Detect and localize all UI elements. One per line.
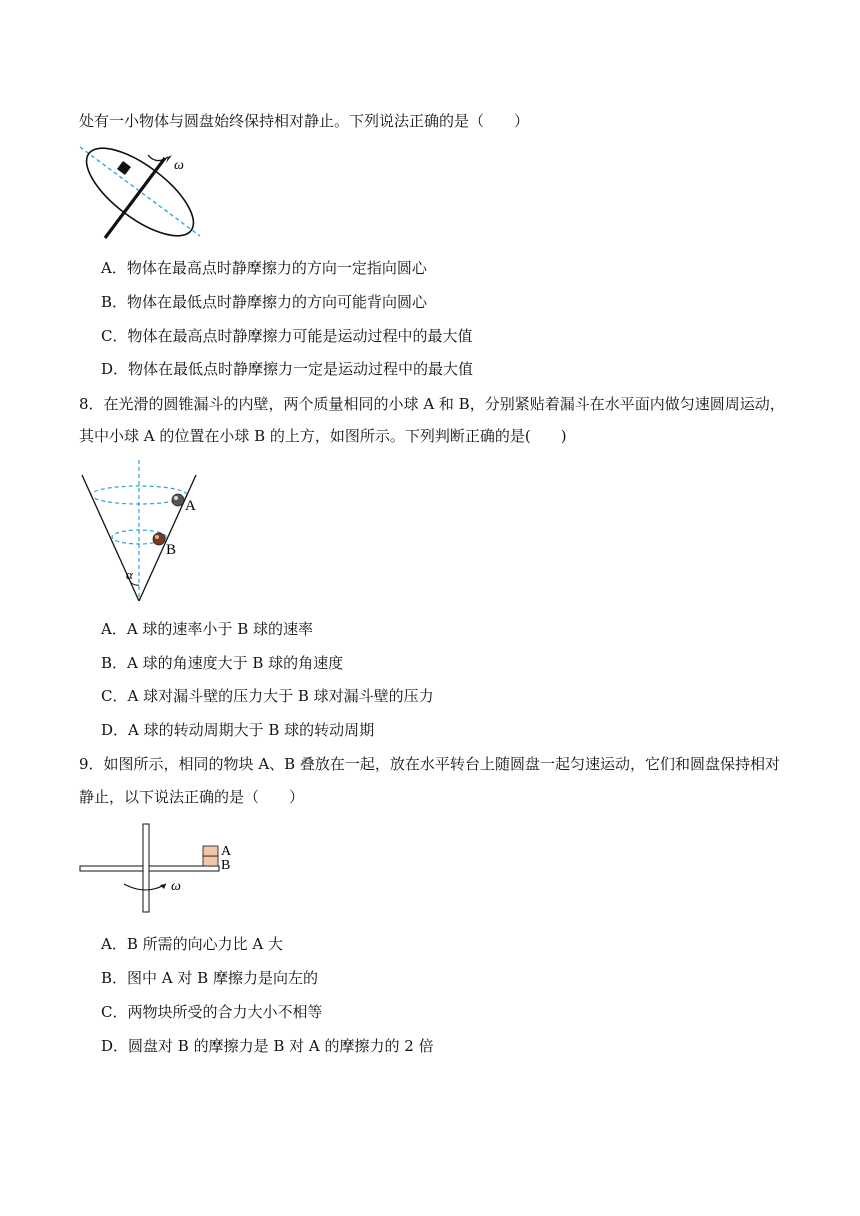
q8-label-b: B bbox=[166, 542, 177, 558]
q7-omega-label: ω bbox=[174, 158, 184, 173]
q9-option-b[interactable]: B．图中 A 对 B 摩擦力是向左的 bbox=[101, 969, 318, 987]
q7-axis bbox=[105, 158, 165, 238]
q9-option-d[interactable]: D．圆盘对 B 的摩擦力是 B 对 A 的摩擦力的 2 倍 bbox=[101, 1037, 434, 1055]
q9-block-b bbox=[203, 856, 218, 866]
q7-option-a[interactable]: A．物体在最高点时静摩擦力的方向一定指向圆心 bbox=[101, 259, 427, 277]
q8-option-d[interactable]: D．A 球的转动周期大于 B 球的转动周期 bbox=[101, 721, 375, 739]
q8-stem-line1: 8．在光滑的圆锥漏斗的内壁，两个质量相同的小球 A 和 B，分别紧贴着漏斗在水平面内做匀速圆周运动， bbox=[79, 395, 785, 413]
q7-option-d[interactable]: D．物体在最低点时静摩擦力一定是运动过程中的最大值 bbox=[101, 360, 474, 378]
q9-option-a[interactable]: A．B 所需的向心力比 A 大 bbox=[101, 935, 283, 953]
q7-stem: 处有一小物体与圆盘始终保持相对静止。下列说法正确的是（ ） bbox=[79, 112, 530, 130]
q8-ball-a bbox=[172, 494, 184, 506]
q9-block-a bbox=[203, 846, 218, 856]
q9-shaft bbox=[143, 824, 149, 912]
q9-stem-line2: 静止，以下说法正确的是（ ） bbox=[79, 788, 305, 806]
q9-stem-line1: 9．如图所示，相同的物块 A、B 叠放在一起，放在水平转台上随圆盘一起匀速运动，它们和圆盘保持相对 bbox=[79, 755, 780, 773]
q8-angle-label: α bbox=[126, 567, 133, 582]
q7-figure-tilted-disc bbox=[78, 145, 208, 245]
q7-block bbox=[117, 161, 131, 175]
q8-cone-right-wall bbox=[139, 475, 196, 601]
q9-omega-label: ω bbox=[171, 879, 181, 894]
q7-option-c[interactable]: C．物体在最高点时静摩擦力可能是运动过程中的最大值 bbox=[101, 327, 473, 345]
q8-label-a: A bbox=[185, 498, 196, 514]
q8-option-c[interactable]: C．A 球对漏斗壁的压力大于 B 球对漏斗壁的压力 bbox=[101, 687, 434, 705]
q8-option-b[interactable]: B．A 球的角速度大于 B 球的角速度 bbox=[101, 654, 344, 672]
q9-figure-turntable bbox=[78, 822, 238, 917]
q8-ball-b bbox=[153, 533, 165, 545]
q8-figure-cone bbox=[78, 458, 208, 608]
q8-stem-line2: 其中小球 A 的位置在小球 B 的上方，如图所示。下列判断正确的是( ) bbox=[79, 427, 567, 445]
q7-option-b[interactable]: B．物体在最低点时静摩擦力的方向可能背向圆心 bbox=[101, 293, 428, 311]
q9-option-c[interactable]: C．两物块所受的合力大小不相等 bbox=[101, 1003, 323, 1021]
q9-label-a: A bbox=[221, 844, 232, 859]
q9-label-b: B bbox=[221, 858, 231, 873]
q8-option-a[interactable]: A．A 球的速率小于 B 球的速率 bbox=[101, 620, 313, 638]
